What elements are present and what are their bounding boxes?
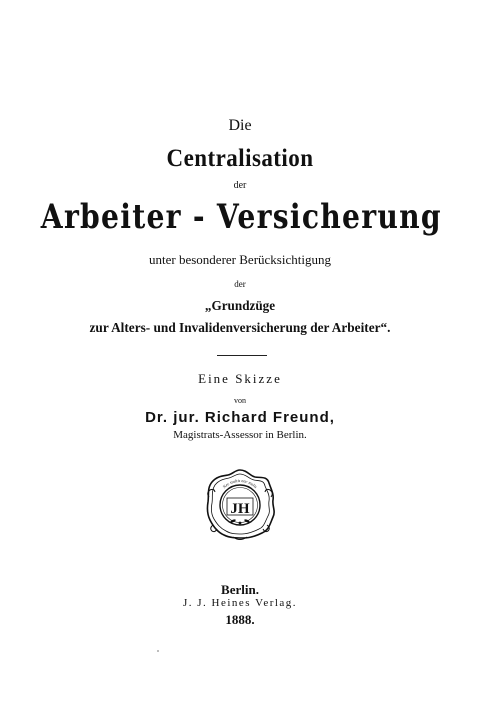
divider-rule <box>217 355 267 356</box>
main-title: Arbeiter - Versicherung <box>40 197 442 237</box>
title-line-die: Die <box>228 117 252 134</box>
subtitle-grundzuege: „Grundzüge <box>204 299 276 314</box>
by-line: von <box>234 396 246 405</box>
subtitle-der: der <box>234 279 246 289</box>
author-name: Dr. jur. Richard Freund, <box>145 409 335 426</box>
subtitle-line: unter besonderer Berücksichtigung <box>149 252 331 267</box>
genre-line: Eine Skizze <box>198 371 282 386</box>
paper-speck <box>157 650 159 652</box>
imprint-city: Berlin. <box>221 582 259 597</box>
emblem-motto: Nec stultis nec malis <box>221 477 259 490</box>
subtitle-alters: zur Alters- und Invalidenversicherung der Arbeiter“. <box>89 321 391 336</box>
emblem-monogram: JH <box>230 501 250 517</box>
imprint-publisher: J. J. Heines Verlag. <box>182 597 298 609</box>
author-role: Magistrats-Assessor in Berlin. <box>173 429 307 441</box>
title-line-centralisation: Centralisation <box>166 145 314 172</box>
imprint-year: 1888. <box>225 612 255 627</box>
publisher-emblem-icon <box>203 467 277 541</box>
title-line-der: der <box>233 180 247 191</box>
